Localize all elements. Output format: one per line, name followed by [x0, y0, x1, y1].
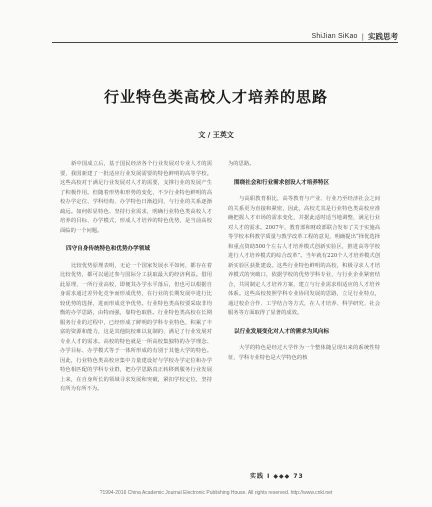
article-title: 行业特色类高校人才培养的思路	[103, 88, 328, 106]
section-heading: 围绕社会和行业需求创设人才培养特区	[234, 179, 330, 186]
paragraph: 大学的特色是经过大学作为一个整体随呈现出来的系统性特征，学科专业特色是大学特色的核	[228, 345, 380, 361]
journal-name: ShiJian SiKao	[311, 33, 358, 40]
page-footer	[250, 471, 304, 480]
paragraph: 与高职教育相比，高等教育与产业、行业乃至经济社会之间的关系更为直接和紧密，因此，高校尤其是行业特色类高校应准确把握人才市场的需求变化，并据此适时适当地调整，满足行业对人才的需求。2007年，教育部和财政部联合发布了关于实施高等学校本科教学质量与教学改革工程的意见，明确提出“择优选择和重点资助500个左右人才培养模式创新实验区，推进高等学校进行人才培养模式的综合改革”。当年就有220个人才培养模式创新实验区获批建设。这些行业特色鲜明的高校，积极寻求人才培养模式的突破口，依据学校的优势学科专业，与行业企业紧密结合，共同制定人才培养方案，建立与行业需求相适应的人才培养体系。这些高校按照学科专业协同发展的思路，立足行业特点，通过校企合作、工学结合等方式，在人才培养、科学研究、社会服务等方面取得了显著的成效。	[228, 196, 380, 316]
paragraph: 新中国成立后，基于国民经济各个行业发展对专业人才的需要，我国新建了一批适应行业发展需要的特色鲜明的高等学校。这些高校对于满足行业发展对人才的需要，支撑行业的发展产生了积极作用。但随着形势和形势的变化，不少行业特色鲜明的高校办学定位、学科结构、办学特色日渐趋同，与行业的关系逐渐疏远。如何彰显特色、坚持行业需求，明确行业特色类高校人才培养的目标、办学模式，形成人才培养的特色优势，是当前高校面临的一个问题。	[60, 161, 212, 234]
section-heading: 以行业发展变化对人才的需求为风向标	[234, 328, 330, 335]
left-column	[60, 160, 212, 395]
article-author: 文 / 王英文	[198, 131, 234, 139]
right-column	[228, 160, 380, 363]
header-separator: |	[361, 32, 364, 41]
header-rule	[52, 42, 398, 43]
running-header	[311, 31, 398, 42]
page-number: 实践 I ◆◆◆ 73	[250, 473, 304, 480]
copyright-notice: ?1994-2016 China Academic Journal Electronic Publishing House. All rights reserved. http://www.cnki.net	[99, 490, 333, 496]
section-name: 实践思考	[368, 32, 398, 41]
section-heading: 四守自身传统特色和优势办学领域	[66, 246, 150, 252]
paragraph: 比较优势原理表明，无论一个国家发展水平如何，都存在着比较优势，都可以通过参与国际分工获取最大的经济利益。借用此原理，一所行业高校，即便其办学水平落后，但也可以根据自身需求通过差异化竞争而形成优势，在行业的长期发展中进行比较优势的选择，进而形成竞争优势。行业特色类高校要采取非均衡的办学思路，由特而强，靠特色取胜。行业特色类高校在长期服务行业的过程中，已经形成了鲜明的学科专业特色，积累了丰富的资源和能力，这是其他院校难以复制的，满足了行业发展对专业人才的需求。高校的特色就是一所高校集独特的办学理念、办学目标、办学模式等于一体所形成的有别于其他大学的特色。因此，行业特色类高校应集中力量建设好与学校办学定位和办学特色相匹配的学科专业群，把办学思路真正转移到服务行业发展上来，在自身所长的领域寻求发展和突破，紧扣学校定位，坚持有所为有所不为。	[60, 262, 212, 392]
paragraph: 为的思路。	[228, 161, 255, 167]
